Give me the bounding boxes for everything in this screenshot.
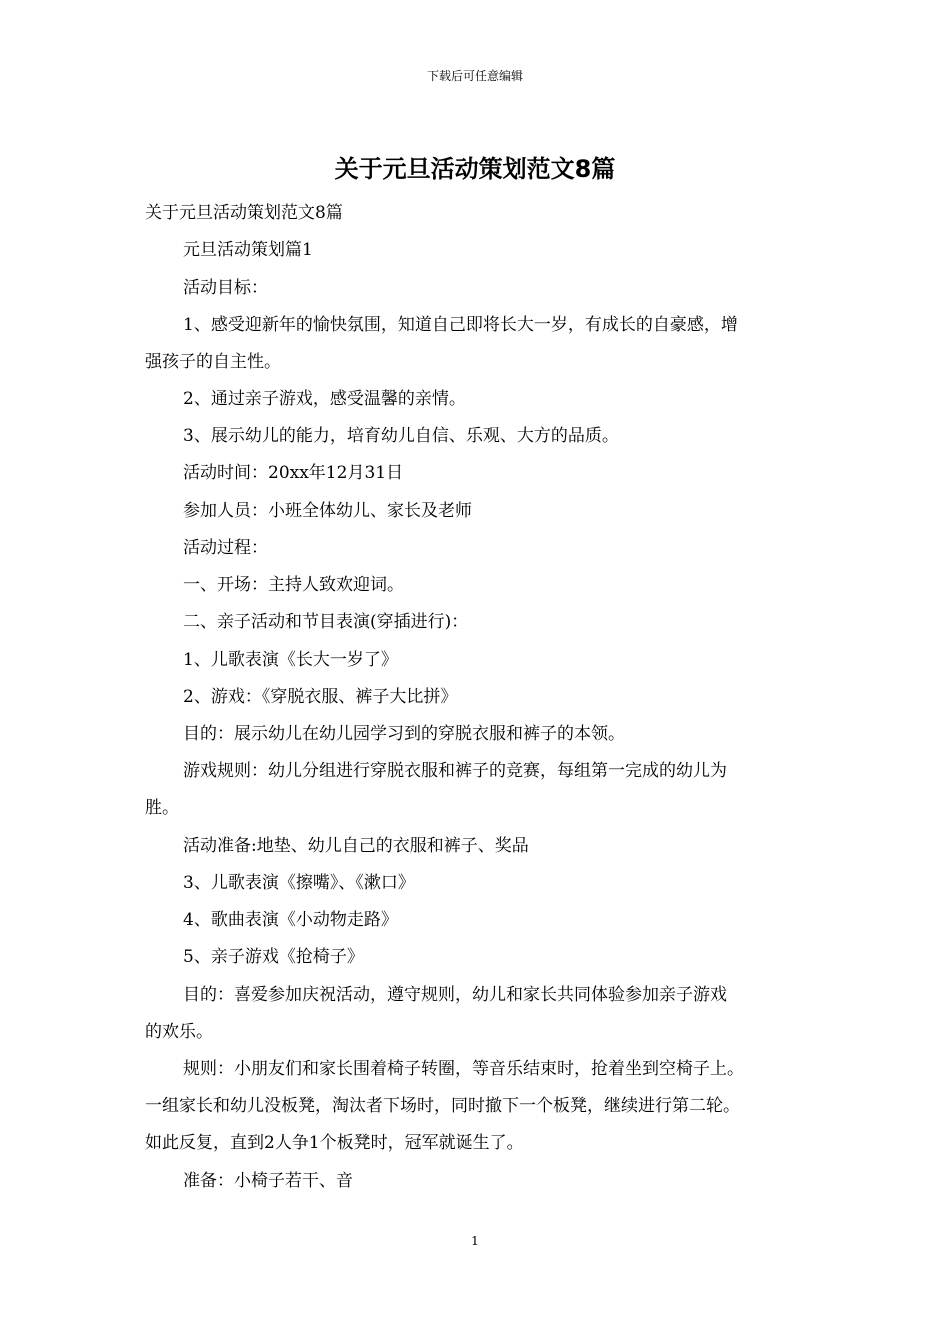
page-number: 1 <box>471 1234 479 1248</box>
paragraph-line: 游戏规则：幼儿分组进行穿脱衣服和裤子的竞赛，每组第一完成的幼儿为 <box>183 761 727 781</box>
paragraph-line: 2、游戏：《穿脱衣服、裤子大比拼》 <box>183 687 458 707</box>
paragraph-line: 二、亲子活动和节目表演(穿插进行)： <box>183 612 469 632</box>
paragraph-line: 1、感受迎新年的愉快氛围，知道自己即将长大一岁，有成长的自豪感，增 <box>183 315 738 335</box>
paragraph-line: 如此反复，直到2人争1个板凳时，冠军就诞生了。 <box>145 1133 524 1153</box>
header-note: 下载后可任意编辑 <box>426 69 523 83</box>
section-heading: 元旦活动策划篇1 <box>183 240 313 260</box>
paragraph-line: 一组家长和幼儿没板凳，淘汰者下场时，同时撤下一个板凳，继续进行第二轮。 <box>145 1096 740 1116</box>
document-title: 关于元旦活动策划范文8篇 <box>334 155 616 183</box>
paragraph-line: 规则：小朋友们和家长围着椅子转圈，等音乐结束时，抢着坐到空椅子上。 <box>183 1059 744 1079</box>
paragraph-line: 参加人员：小班全体幼儿、家长及老师 <box>183 501 472 521</box>
paragraph-line: 1、儿歌表演《长大一岁了》 <box>183 650 398 670</box>
paragraph-line: 活动过程： <box>183 538 268 558</box>
paragraph-line: 活动时间：20xx年12月31日 <box>183 463 404 483</box>
paragraph-line: 活动目标： <box>183 278 268 298</box>
paragraph-line: 3、儿歌表演《擦嘴》、《漱口》 <box>183 873 415 893</box>
paragraph-line: 3、展示幼儿的能力，培育幼儿自信、乐观、大方的品质。 <box>183 426 619 446</box>
paragraph-line: 一、开场：主持人致欢迎词。 <box>183 575 404 595</box>
subtitle-line: 关于元旦活动策划范文8篇 <box>145 203 343 223</box>
paragraph-line: 准备：小椅子若干、音 <box>183 1171 353 1191</box>
paragraph-line: 目的：展示幼儿在幼儿园学习到的穿脱衣服和裤子的本领。 <box>183 724 625 744</box>
paragraph-line: 2、通过亲子游戏，感受温馨的亲情。 <box>183 389 466 409</box>
paragraph-line: 5、亲子游戏《抢椅子》 <box>183 947 364 967</box>
paragraph-line: 4、歌曲表演《小动物走路》 <box>183 910 398 930</box>
paragraph-line: 胜。 <box>145 798 179 818</box>
paragraph-line: 强孩子的自主性。 <box>145 352 281 372</box>
paragraph-line: 的欢乐。 <box>145 1022 213 1042</box>
paragraph-line: 活动准备:地垫、幼儿自己的衣服和裤子、奖品 <box>183 836 529 856</box>
paragraph-line: 目的：喜爱参加庆祝活动，遵守规则，幼儿和家长共同体验参加亲子游戏 <box>183 985 727 1005</box>
